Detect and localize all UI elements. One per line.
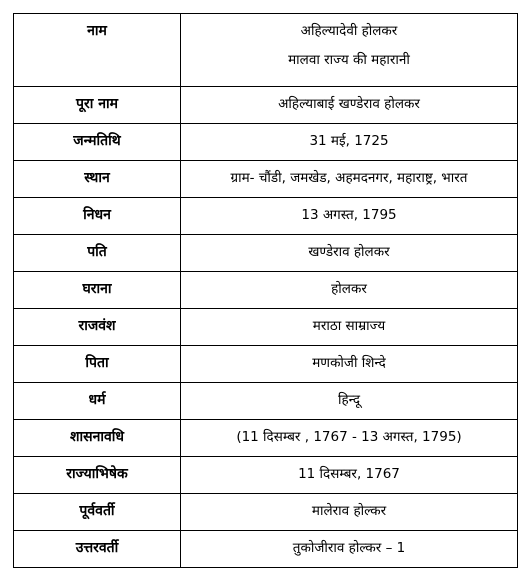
- row-key-cell: [14, 457, 181, 494]
- row-value-cell: [181, 14, 518, 87]
- row-value: अहिल्यादेवी होलकर: [300, 23, 398, 39]
- row-value-cell: [181, 272, 518, 309]
- table-row: [14, 531, 518, 568]
- row-key: पूरा नाम: [76, 96, 118, 112]
- row-value-cell: [181, 198, 518, 235]
- row-value-cell: [181, 383, 518, 420]
- row-key: उत्तरवर्ती: [75, 540, 119, 556]
- row-key-cell: [14, 531, 181, 568]
- row-key: घराना: [82, 281, 112, 297]
- row-value: खण्डेराव होलकर: [308, 244, 390, 260]
- row-key-cell: [14, 346, 181, 383]
- row-key: निधन: [83, 207, 111, 223]
- row-value-secondary: मालवा राज्य की महारानी: [288, 52, 410, 68]
- row-key: राज्याभिषेक: [66, 466, 128, 482]
- row-value-cell: [181, 309, 518, 346]
- row-value: मणकोजी शिन्दे: [312, 355, 386, 371]
- row-value-cell: [181, 494, 518, 531]
- row-key: पति: [87, 244, 107, 260]
- row-key: पिता: [85, 355, 109, 371]
- row-value: 31 मई, 1725: [309, 133, 389, 149]
- row-key: पूर्ववर्ती: [79, 503, 115, 519]
- table-row: [14, 383, 518, 420]
- table-row: [14, 420, 518, 457]
- row-value: अहिल्याबाई खण्डेराव होलकर: [278, 96, 420, 112]
- row-key: जन्मतिथि: [73, 133, 121, 149]
- row-value: मालेराव होल्कर: [311, 503, 387, 519]
- row-value: हिन्दू: [337, 392, 360, 408]
- table-row: [14, 346, 518, 383]
- row-value-cell: [181, 124, 518, 161]
- row-key-cell: [14, 198, 181, 235]
- row-value-cell: [181, 420, 518, 457]
- info-table: [13, 13, 518, 568]
- row-value-cell: [181, 161, 518, 198]
- row-key-cell: [14, 272, 181, 309]
- row-value: तुकोजीराव होल्कर – 1: [292, 540, 406, 556]
- row-value: होलकर: [331, 281, 367, 297]
- row-key-cell: [14, 14, 181, 87]
- row-key-cell: [14, 87, 181, 124]
- table-row: [14, 87, 518, 124]
- row-key-cell: [14, 161, 181, 198]
- table-row: [14, 494, 518, 531]
- row-value-cell: [181, 457, 518, 494]
- row-value-cell: [181, 235, 518, 272]
- row-key-cell: [14, 494, 181, 531]
- row-value: 13 अगस्त, 1795: [301, 207, 397, 223]
- row-key-cell: [14, 235, 181, 272]
- row-key-cell: [14, 124, 181, 161]
- table-row: [14, 198, 518, 235]
- row-key: नाम: [87, 23, 107, 39]
- table-row: [14, 457, 518, 494]
- row-value: ग्राम- चौंडी, जमखेड, अहमदनगर, महाराष्ट्र, भारत: [230, 170, 468, 186]
- table-row: [14, 272, 518, 309]
- row-value-cell: [181, 531, 518, 568]
- row-value: (11 दिसम्बर , 1767 - 13 अगस्त, 1795): [236, 429, 462, 445]
- table-row: [14, 235, 518, 272]
- row-value-cell: [181, 87, 518, 124]
- row-key-cell: [14, 309, 181, 346]
- table-row: [14, 14, 518, 87]
- table-row: [14, 161, 518, 198]
- row-key: स्थान: [84, 170, 110, 186]
- row-key: धर्म: [88, 392, 106, 408]
- row-value: मराठा साम्राज्य: [312, 318, 386, 334]
- table-row: [14, 309, 518, 346]
- row-key: शासनावधि: [69, 429, 125, 445]
- row-value-cell: [181, 346, 518, 383]
- row-key-cell: [14, 420, 181, 457]
- row-key: राजवंश: [78, 318, 116, 334]
- row-key-cell: [14, 383, 181, 420]
- table-row: [14, 124, 518, 161]
- row-value: 11 दिसम्बर, 1767: [298, 466, 400, 482]
